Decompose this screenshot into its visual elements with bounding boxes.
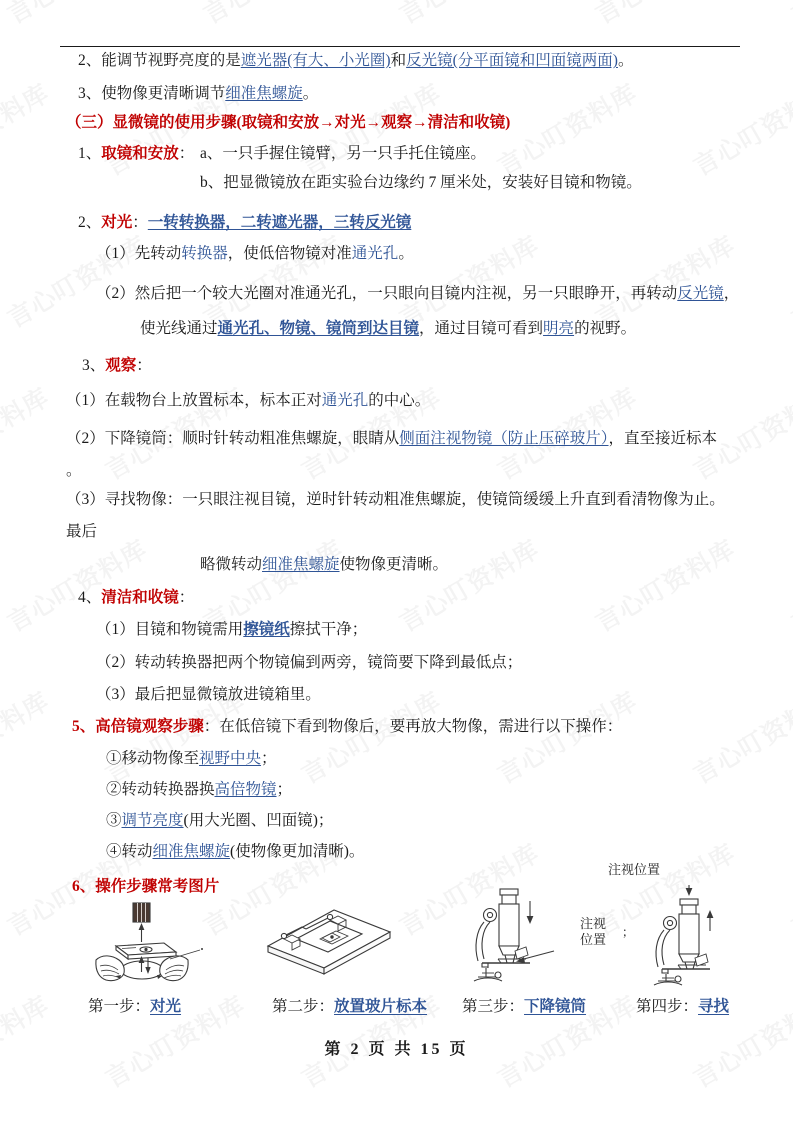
- line-text: ：: [136, 357, 152, 374]
- line-text: 。: [302, 85, 319, 102]
- step-5-item-4: [106, 843, 364, 862]
- watermark-text: [588, 530, 741, 639]
- step-title: 对光: [101, 214, 133, 231]
- line-text: 使光线通过: [140, 320, 218, 337]
- watermark-text: [784, 0, 793, 31]
- step-title: 取镜和安放: [101, 145, 179, 162]
- step-2-sub-2-line-2: [140, 320, 636, 339]
- caption-prefix: 第二步：: [272, 998, 335, 1015]
- step-2-heading: [78, 214, 411, 233]
- line-text: （1）在载物台上放置标本，标本正对: [66, 392, 322, 409]
- step-title: 操作步骤常考图片: [95, 878, 220, 895]
- step-3-sub-1: [66, 392, 430, 411]
- line-text: ；: [276, 781, 293, 798]
- watermark-text: [0, 682, 55, 791]
- term-revolver: 转换器: [181, 245, 228, 262]
- line-text: ②转动转换器换: [106, 781, 215, 798]
- section-heading-usage-steps: （三）显微镜的使用步骤(取镜和安放→对光→观察→清洁和收镜): [66, 114, 511, 131]
- line-text: ④转动: [106, 843, 153, 860]
- line-text: 和: [390, 52, 407, 69]
- microscope-raising-tube-diagram: [648, 885, 758, 990]
- step-3-sub-2-tail: 。: [66, 462, 82, 479]
- line-text: ，: [723, 285, 740, 302]
- line-text: 在低倍镜下看到物像后，要再放大物像，需进行以下操作：: [219, 718, 623, 735]
- watermark-text: [0, 0, 153, 31]
- step-2-sub-2-line-1: [96, 285, 739, 304]
- term-side-view: 侧面注视物镜（防止压碎玻片）: [399, 430, 609, 447]
- step-number: 1、: [78, 145, 102, 162]
- line-text: ：: [203, 718, 220, 735]
- watermark-text: [784, 834, 793, 943]
- term-high-power-objective: 高倍物镜: [214, 781, 277, 798]
- step-3-sub-2: [66, 430, 717, 449]
- caption-keyword: 对光: [150, 998, 182, 1015]
- line-text: 的中心。: [368, 392, 431, 409]
- step-3-sub-3-line-1: （3）寻找物像：一只眼注视目镜，逆时针转动粗准焦螺旋，使镜筒缓缓上升直到看清物像为止。: [66, 491, 725, 508]
- page-footer: 第 2 页 共 15 页: [324, 1041, 469, 1058]
- term-aperture: 通光孔: [351, 245, 399, 262]
- caption-keyword: 下降镜筒: [524, 998, 587, 1015]
- step-title: 清洁和收镜: [101, 589, 179, 606]
- step-3-sub-3-line-3: [200, 556, 448, 575]
- step-3-sub-3-line-2: 最后: [66, 523, 98, 540]
- figure-4-caption: [636, 994, 729, 1016]
- term-fine-adjustment: 细准焦螺旋: [262, 556, 340, 573]
- caption-keyword: 寻找: [698, 998, 730, 1015]
- step-number: 5、: [72, 718, 96, 735]
- step-4-heading: [78, 589, 194, 608]
- line-text: ：: [178, 589, 195, 606]
- watermark-text: [196, 0, 349, 31]
- figure-3-caption: [462, 994, 586, 1016]
- microscope-lowering-tube-diagram: [468, 885, 578, 990]
- figure-separator: ；: [622, 925, 635, 939]
- step-4-sub-3: （3）最后把显微镜放进镜箱里。: [96, 686, 321, 703]
- step-1-item-a: a、一只手握住镜臂，另一只手托住镜座。: [200, 145, 486, 162]
- line-text: (使物像更加清晰)。: [230, 843, 365, 860]
- watermark-text: [490, 74, 643, 183]
- label-line: 位置: [580, 932, 607, 948]
- watermark-text: [392, 530, 545, 639]
- step-number: 3、: [82, 357, 106, 374]
- step-number: 4、: [78, 589, 102, 606]
- caption-prefix: 第一步：: [88, 998, 151, 1015]
- term-reflector: 反光镜: [677, 285, 724, 302]
- figure-step-2-place-slide: [262, 898, 402, 986]
- figure-step-3-lower-tube: [468, 885, 578, 990]
- line-text: ①移动物像至: [106, 750, 200, 767]
- line-text: ：: [132, 214, 148, 231]
- term-lens-paper: 擦镜纸: [243, 621, 290, 638]
- text-line-fine-focus: [78, 85, 318, 104]
- header-divider: [60, 46, 740, 47]
- step-number: 2、: [78, 214, 102, 231]
- line-text: 2、能调节视野亮度的是: [78, 52, 241, 69]
- watermark-text: [588, 226, 741, 335]
- step-5-item-1: [106, 750, 277, 769]
- line-text: 。: [617, 52, 634, 69]
- watermark-text: [0, 226, 153, 335]
- step-1-heading: [78, 145, 194, 164]
- step-4-sub-1: [96, 621, 367, 640]
- watermark-text: [196, 226, 349, 335]
- step-number: 6、: [72, 878, 96, 895]
- term-fine-adjustment: 细准焦螺旋: [152, 843, 231, 860]
- line-text: （1）先转动: [96, 245, 182, 262]
- step-5-heading: [72, 718, 622, 737]
- line-text: (用大光圈、凹面镜)；: [183, 812, 334, 829]
- term-field-center: 视野中央: [199, 750, 262, 767]
- label-line: 注视: [580, 916, 607, 931]
- watermark-text: [0, 378, 55, 487]
- step-3-heading: [82, 357, 152, 376]
- watermark-text: [784, 226, 793, 335]
- figure-4-gaze-label: 注视位置: [608, 862, 661, 877]
- term-reflector: 反光镜(分平面镜和凹面镜两面): [406, 52, 618, 69]
- line-text: 擦拭干净；: [289, 621, 368, 638]
- step-5-item-2: [106, 781, 292, 800]
- watermark-text: [686, 74, 793, 183]
- figure-1-caption: [88, 994, 207, 1016]
- caption-keyword: 放置玻片标本: [334, 998, 428, 1015]
- watermark-text: [392, 226, 545, 335]
- figure-step-4-find-image: [648, 885, 758, 990]
- figure-step-1-align-light: [92, 900, 242, 990]
- text-line-brightness: [78, 52, 633, 71]
- step-title: 高倍镜观察步骤: [95, 718, 204, 735]
- watermark-text: [392, 0, 545, 31]
- line-text: ，直至接近标本: [608, 430, 718, 447]
- caption-prefix: 第三步：: [462, 998, 525, 1015]
- step-6-heading: [72, 878, 219, 897]
- line-text: ③: [106, 812, 122, 829]
- term-light-path: 通光孔、物镜、镜筒到达目镜: [217, 320, 420, 337]
- line-text: （2）然后把一个较大光圈对准通光孔，一只眼向目镜内注视，另一只眼睁开，再转动: [96, 285, 678, 302]
- term-fine-adjustment: 细准焦螺旋: [225, 85, 303, 102]
- stage-with-slide-clips-diagram: [262, 898, 402, 986]
- line-text: ，通过目镜可看到: [419, 320, 544, 337]
- watermark-text: [0, 74, 55, 183]
- step-2-sub-1: [96, 245, 414, 264]
- line-text: ：: [178, 145, 195, 162]
- step-title: 观察: [105, 357, 137, 374]
- term-light-sequence: 一转转换器，二转遮光器，三转反光镜: [147, 214, 412, 231]
- line-text: 3、使物像更清晰调节: [78, 85, 226, 102]
- line-text: ；: [261, 750, 277, 767]
- line-text: （2）下降镜筒：顺时针转动粗准焦螺旋，眼睛从: [66, 430, 400, 447]
- term-bright: 明亮: [543, 320, 575, 337]
- step-4-sub-2: （2）转动转换器把两个物镜偏到两旁，镜筒要下降到最低点；: [96, 654, 523, 671]
- watermark-text: [784, 530, 793, 639]
- figure-2-caption: [272, 994, 427, 1016]
- line-text: 使物像更清晰。: [339, 556, 449, 573]
- line-text: ，使低倍物镜对准: [227, 245, 352, 262]
- figure-3-gaze-label: [580, 916, 606, 949]
- microscope-mirror-hands-diagram: [92, 900, 242, 990]
- watermark-text: [588, 0, 741, 31]
- watermark-text: [686, 682, 793, 791]
- line-text: 略微转动: [200, 556, 263, 573]
- step-5-item-3: [106, 812, 333, 831]
- line-text: （1）目镜和物镜需用: [96, 621, 244, 638]
- caption-prefix: 第四步：: [636, 998, 699, 1015]
- term-aperture: 通光孔: [321, 392, 369, 409]
- term-diaphragm: 遮光器(有大、小光圈): [240, 52, 391, 69]
- step-1-item-b: b、把显微镜放在距实验台边缘约 7 厘米处，安装好目镜和物镜。: [200, 174, 642, 191]
- term-adjust-brightness: 调节亮度: [121, 812, 184, 829]
- line-text: 。: [398, 245, 414, 262]
- line-text: 的视野。: [574, 320, 637, 337]
